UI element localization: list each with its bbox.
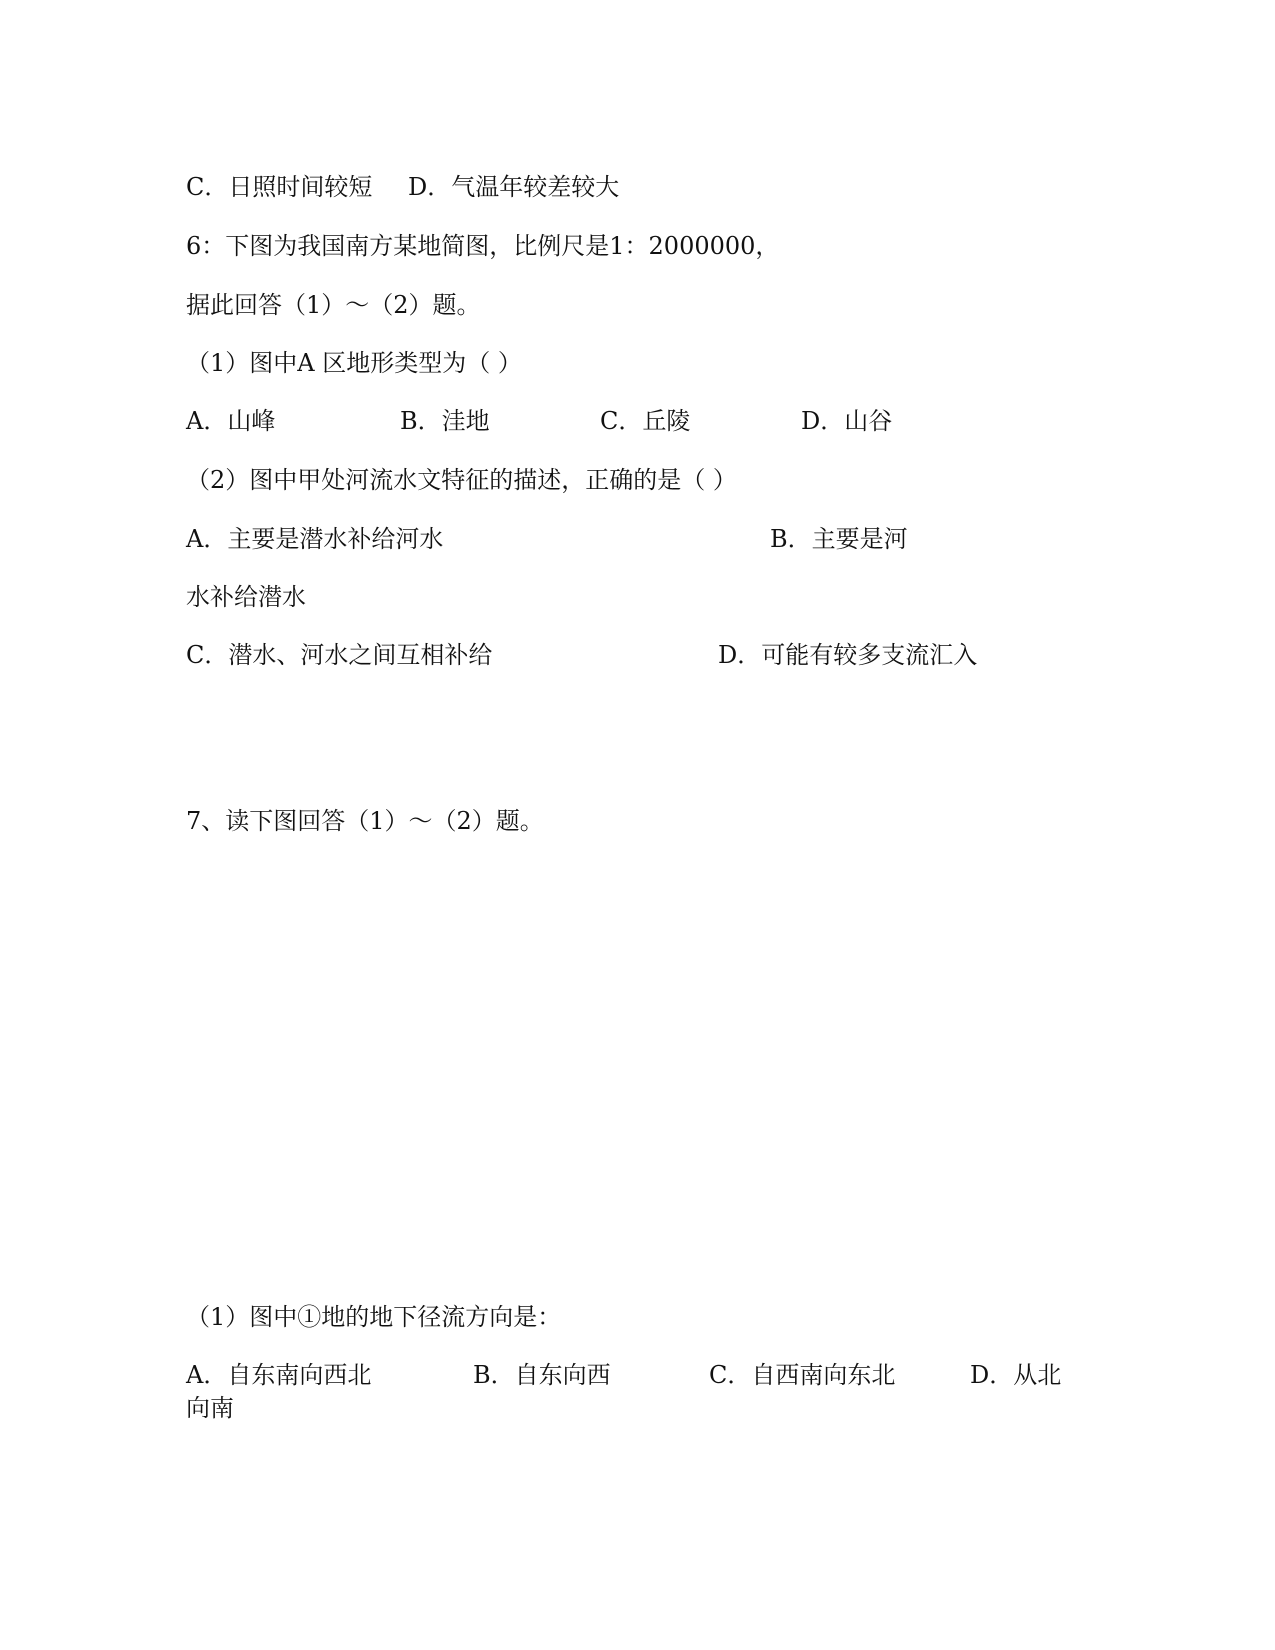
q6-sub2-option-c: C．潜水、河水之间互相补给 <box>186 641 493 669</box>
q6-stem-line2: 据此回答（1）～（2）题。 <box>186 291 481 319</box>
q7-sub1-option-b: B．自东向西 <box>473 1361 611 1389</box>
q7-sub1-option-a: A．自东南向西北 <box>186 1361 372 1389</box>
q6-sub2-option-b: B．主要是河 <box>770 525 908 553</box>
q7-sub1-option-c: C．自西南向东北 <box>709 1361 896 1389</box>
q7-sub1-option-d: D．从北 <box>970 1361 1062 1389</box>
q7-stem: 7、读下图回答（1）～（2）题。 <box>186 807 544 835</box>
q6-sub2-option-b-continuation: 水补给潜水 <box>186 583 306 611</box>
q6-stem-line1: 6：下图为我国南方某地简图，比例尺是1：2000000， <box>186 232 780 260</box>
q6-sub1-option-c: C．丘陵 <box>600 407 691 435</box>
q6-sub2-option-a: A．主要是潜水补给河水 <box>186 525 444 553</box>
q5-option-c: C．日照时间较短 <box>186 173 373 201</box>
q6-sub2-question: （2）图中甲处河流水文特征的描述，正确的是（ ） <box>186 466 737 494</box>
q6-sub1-option-b: B．洼地 <box>400 407 490 435</box>
q5-option-d: D．气温年较差较大 <box>408 173 620 201</box>
q7-sub1-option-d-continuation: 向南 <box>186 1394 234 1422</box>
q6-sub2-option-d: D．可能有较多支流汇入 <box>718 641 978 669</box>
q7-sub1-question: （1）图中①地的地下径流方向是： <box>186 1303 562 1331</box>
q6-sub1-option-a: A．山峰 <box>186 407 276 435</box>
q7-figure-area <box>186 860 1086 1280</box>
q6-sub1-question: （1）图中A 区地形类型为（ ） <box>186 349 522 377</box>
q6-sub1-option-d: D．山谷 <box>801 407 893 435</box>
